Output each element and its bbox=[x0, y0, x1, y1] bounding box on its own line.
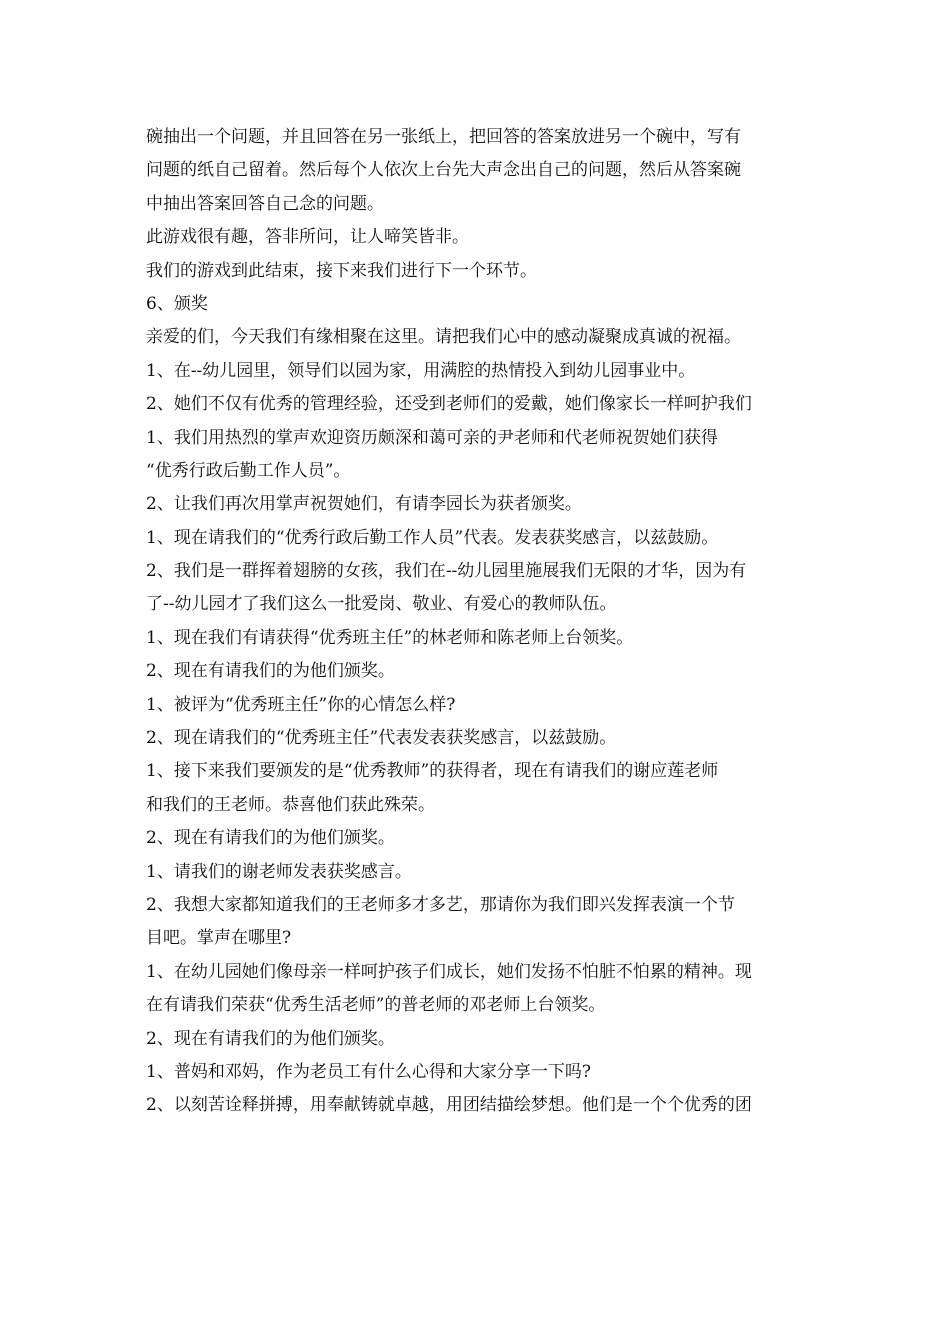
section-heading: 6、颁奖 bbox=[146, 293, 208, 314]
text-line: 2、我们是一群挥着翅膀的女孩，我们在--幼儿园里施展我们无限的才华，因为有 bbox=[146, 561, 747, 582]
text-line: 2、现在有请我们的为他们颁奖。 bbox=[146, 1028, 395, 1049]
text-line: 亲爱的们，今天我们有缘相聚在这里。请把我们心中的感动凝聚成真诚的祝福。 bbox=[146, 327, 741, 348]
text-line: “优秀行政后勤工作人员”。 bbox=[146, 460, 351, 481]
text-line: 1、请我们的谢老师发表获奖感言。 bbox=[146, 861, 412, 882]
document-body bbox=[146, 121, 812, 1123]
text-line: 2、以刻苦诠释拼搏，用奉献铸就卓越，用团结描绘梦想。他们是一个个优秀的团 bbox=[146, 1095, 752, 1116]
text-line: 2、现在请我们的“优秀班主任”代表发表获奖感言，以兹鼓励。 bbox=[146, 728, 617, 749]
text-line: 1、我们用热烈的掌声欢迎资历颇深和蔼可亲的尹老师和代老师祝贺她们获得 bbox=[146, 427, 718, 448]
text-line: 中抽出答案回答自己念的问题。 bbox=[146, 193, 384, 214]
text-line: 2、现在有请我们的为他们颁奖。 bbox=[146, 828, 395, 849]
text-line: 1、现在请我们的“优秀行政后勤工作人员”代表。发表获奖感言，以兹鼓励。 bbox=[146, 527, 719, 548]
text-line: 1、现在我们有请获得“优秀班主任”的林老师和陈老师上台领奖。 bbox=[146, 627, 634, 648]
text-line: 和我们的王老师。恭喜他们获此殊荣。 bbox=[146, 794, 435, 815]
text-line: 我们的游戏到此结束，接下来我们进行下一个环节。 bbox=[146, 260, 537, 281]
text-line: 1、接下来我们要颁发的是“优秀教师”的获得者，现在有请我们的谢应莲老师 bbox=[146, 761, 719, 782]
text-line: 1、普妈和邓妈，作为老员工有什么心得和大家分享一下吗? bbox=[146, 1061, 591, 1082]
text-line: 问题的纸自己留着。然后每个人依次上台先大声念出自己的问题，然后从答案碗 bbox=[146, 160, 741, 181]
text-line: 目吧。掌声在哪里? bbox=[146, 928, 292, 949]
text-line: 1、在幼儿园她们像母亲一样呵护孩子们成长，她们发扬不怕脏不怕累的精神。现 bbox=[146, 961, 752, 982]
text-line: 1、在--幼儿园里，领导们以园为家，用满腔的热情投入到幼儿园事业中。 bbox=[146, 360, 696, 381]
text-line: 2、我想大家都知道我们的王老师多才多艺，那请你为我们即兴发挥表演一个节 bbox=[146, 894, 735, 915]
text-line: 2、让我们再次用掌声祝贺她们，有请李园长为获者颁奖。 bbox=[146, 494, 582, 515]
text-line: 2、现在有请我们的为他们颁奖。 bbox=[146, 661, 395, 682]
text-line: 此游戏很有趣，答非所问，让人啼笑皆非。 bbox=[146, 227, 469, 248]
text-line: 在有请我们荣获“优秀生活老师”的普老师的邓老师上台领奖。 bbox=[146, 995, 606, 1016]
text-line: 1、被评为“优秀班主任”你的心情怎么样? bbox=[146, 694, 456, 715]
text-line: 碗抽出一个问题，并且回答在另一张纸上，把回答的答案放进另一个碗中，写有 bbox=[146, 127, 741, 147]
text-line: 2、她们不仅有优秀的管理经验，还受到老师们的爱戴，她们像家长一样呵护我们 bbox=[146, 394, 752, 415]
text-line: 了--幼儿园才了我们这么一批爱岗、敬业、有爱心的教师队伍。 bbox=[146, 594, 617, 615]
